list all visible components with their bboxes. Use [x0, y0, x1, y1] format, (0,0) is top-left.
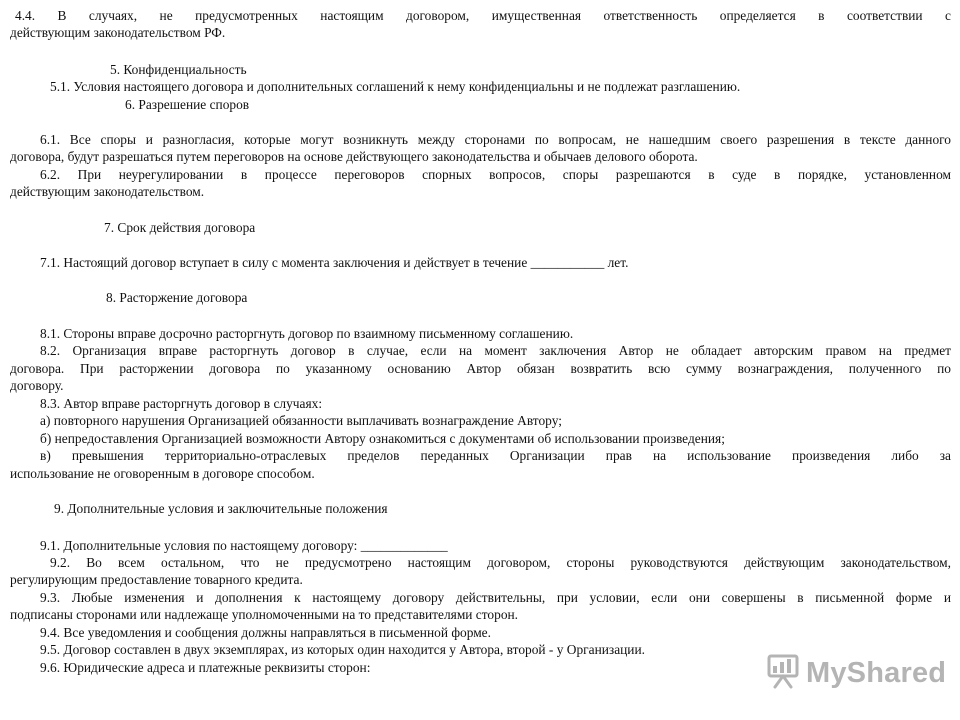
paragraph-8-2-line-3: договору.	[10, 378, 64, 393]
paragraph-9-2-line-1: 9.2. Во всем остальном, что не предусмотрено настоящим договором, стороны руководствуются действующим законодательством,	[50, 555, 951, 570]
paragraph-5-1: 5.1. Условия настоящего договора и дополнительных соглашений к нему конфиденциальны и не подлежат разглашению.	[50, 79, 741, 94]
paragraph-9-5: 9.5. Договор составлен в двух экземплярах, из которых один находится у Автора, второй - у Организации.	[40, 642, 645, 657]
paragraph-9-3-line-2: подписаны сторонами или надлежаще уполномоченными на то представителями сторон.	[10, 607, 519, 622]
paragraph-8-3-c-line-2: использование не оговоренным в договоре способом.	[10, 466, 315, 481]
paragraph-8-2-line-1: 8.2. Организация вправе расторгнуть договор в случае, если на момент заключения Автор не обладает авторским правом на предмет	[40, 343, 951, 358]
paragraph-8-3-c-line-1: в) превышения территориально-отраслевых пределов переданных Организации прав на использование произведения либо за	[40, 448, 951, 463]
paragraph-6-2-line-2: действующим законодательством.	[10, 184, 205, 199]
section-6-heading: 6. Разрешение споров	[125, 97, 250, 112]
paragraph-9-3-line-1: 9.3. Любые изменения и дополнения к настоящему договору действительны, при условии, если они совершены в письменной форме и	[40, 590, 951, 605]
section-5-heading: 5. Конфиденциальность	[110, 62, 247, 77]
watermark-text: MyShared	[806, 656, 947, 689]
paragraph-9-4: 9.4. Все уведомления и сообщения должны направляться в письменной форме.	[40, 625, 491, 640]
paragraph-6-2-line-1: 6.2. При неурегулировании в процессе переговоров спорных вопросов, споры разрешаются в суде в порядке, установленном	[40, 167, 951, 182]
paragraph-6-1-line-1: 6.1. Все споры и разногласия, которые могут возникнуть между сторонами по вопросам, не нашедшим своего разрешения в тексте данного	[40, 132, 951, 147]
paragraph-8-3: 8.3. Автор вправе расторгнуть договор в случаях:	[40, 396, 323, 411]
paragraph-8-2-line-2: договора. При расторжении договора по указанному основанию Автор обязан возвратить всю сумму вознаграждения, полученного по	[10, 361, 951, 376]
paragraph-4-4-line-2: действующим законодательством РФ.	[10, 25, 226, 40]
paragraph-8-3-b: б) непредоставления Организацией возможности Автору ознакомиться с документами об использовании произведения;	[40, 431, 725, 446]
paragraph-7-1: 7.1. Настоящий договор вступает в силу с момента заключения и действует в течение ___________ лет.	[40, 255, 629, 270]
paragraph-9-2-line-2: регулирующим предоставление товарного кредита.	[10, 572, 303, 587]
section-9-heading: 9. Дополнительные условия и заключительные положения	[54, 501, 388, 516]
paragraph-9-1: 9.1. Дополнительные условия по настоящему договору: _____________	[40, 538, 448, 553]
paragraph-6-1-line-2: договора, будут разрешаться путем переговоров на основе действующего законодательства и обычаев делового оборота.	[10, 149, 698, 164]
paragraph-8-1: 8.1. Стороны вправе досрочно расторгнуть договор по взаимному письменному соглашению.	[40, 326, 574, 341]
paragraph-9-6: 9.6. Юридические адреса и платежные реквизиты сторон:	[40, 660, 371, 675]
paragraph-8-3-a: а) повторного нарушения Организацией обязанности выплачивать вознаграждение Автору;	[40, 413, 562, 428]
watermark	[766, 655, 946, 691]
presentation-board-icon	[766, 653, 800, 693]
paragraph-4-4-line-1: 4.4. В случаях, не предусмотренных настоящим договором, имущественная ответственность определяется в соответствии с	[15, 8, 951, 23]
section-7-heading: 7. Срок действия договора	[104, 220, 256, 235]
section-8-heading: 8. Расторжение договора	[106, 290, 248, 305]
